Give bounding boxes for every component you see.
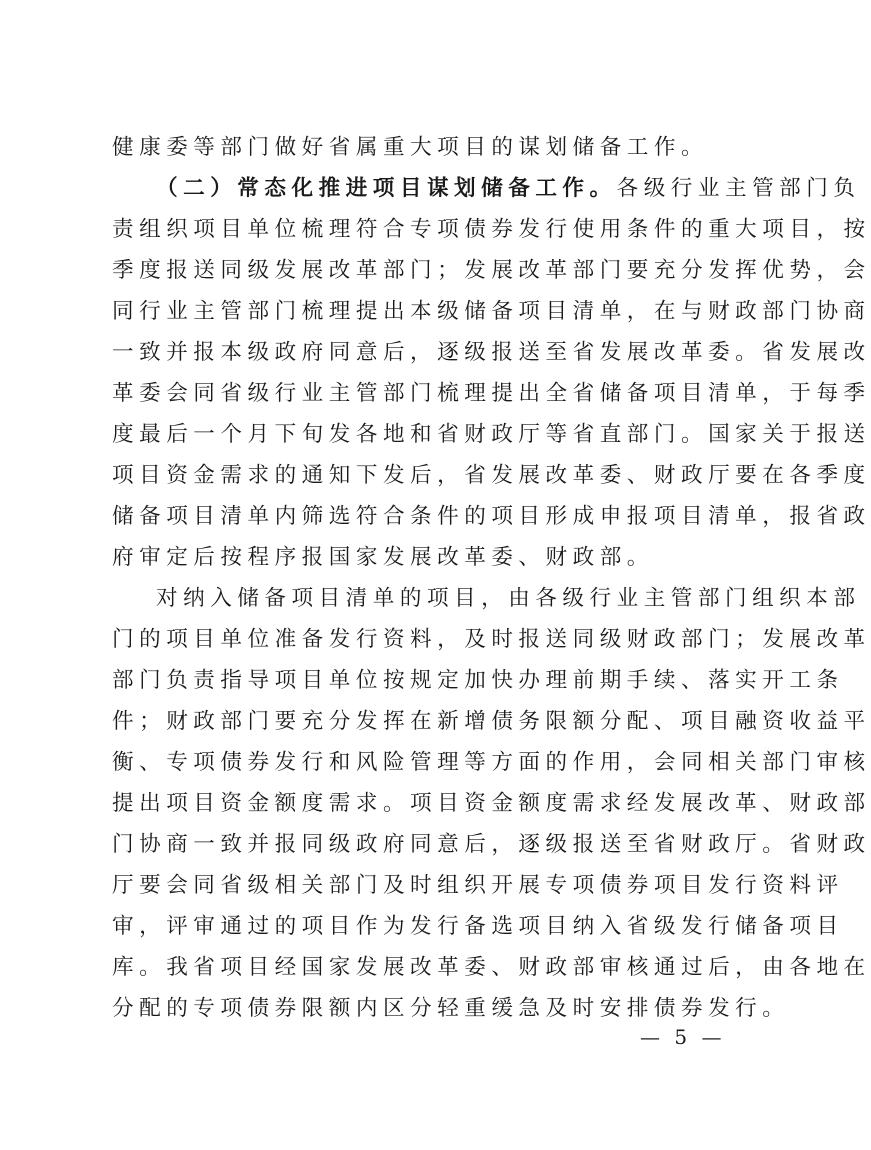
text-line: 部门负责指导项目单位按规定加快办理前期手续、落实开工条 — [112, 668, 844, 693]
text-line: 一致并报本级政府同意后，逐级报送至省发展改革委。省发展改 — [112, 340, 871, 365]
text-line: 革委会同省级行业主管部门梳理提出全省储备项目清单，于每季 — [112, 381, 871, 406]
text-line: 储备项目清单内筛选符合条件的项目形成申报项目清单，报省政 — [112, 504, 871, 529]
text-line: 项目资金需求的通知下发后，省发展改革委、财政厅要在各季度 — [112, 463, 871, 488]
text-line: 分配的专项债券限额内区分轻重缓急及时安排债券发行。 — [112, 996, 790, 1021]
text-line: 门的项目单位准备发行资料，及时报送同级财政部门；发展改革 — [112, 627, 871, 652]
text-line: 健康委等部门做好省属重大项目的谋划储备工作。 — [112, 135, 709, 160]
text-line: 件；财政部门要充分发挥在新增债务限额分配、项目融资收益平 — [112, 709, 871, 734]
section-heading-line — [156, 169, 861, 209]
text-line: 衡、专项债券发行和风险管理等方面的作用，会同相关部门审核 — [112, 750, 871, 775]
text-line: 厅要会同省级相关部门及时组织开展专项债券项目发行资料评 — [112, 873, 844, 898]
page-number: — 5 — — [640, 1025, 726, 1049]
section-heading: （二）常态化推进项目谋划储备工作。 — [156, 176, 617, 201]
text-line: 责组织项目单位梳理符合专项债券发行使用条件的重大项目，按 — [112, 217, 871, 242]
text-line: 门协商一致并报同级政府同意后，逐级报送至省财政厅。省财政 — [112, 832, 871, 857]
text-line: 提出项目资金额度需求。项目资金额度需求经发展改革、财政部 — [112, 791, 871, 816]
text-line: 审，评审通过的项目作为发行备选项目纳入省级发行储备项目 — [112, 914, 844, 939]
section-heading-continuation: 各级行业主管部门负 — [616, 176, 861, 201]
paragraph-first-line: 对纳入储备项目清单的项目，由各级行业主管部门组织本部 — [156, 586, 861, 611]
text-line: 同行业主管部门梳理提出本级储备项目清单，在与财政部门协商 — [112, 299, 871, 324]
text-line: 府审定后按程序报国家发展改革委、财政部。 — [112, 545, 654, 570]
text-line: 季度报送同级发展改革部门；发展改革部门要充分发挥优势，会 — [112, 258, 871, 283]
text-line: 度最后一个月下旬发各地和省财政厅等省直部门。国家关于报送 — [112, 422, 871, 447]
text-line: 库。我省项目经国家发展改革委、财政部审核通过后，由各地在 — [112, 955, 871, 980]
